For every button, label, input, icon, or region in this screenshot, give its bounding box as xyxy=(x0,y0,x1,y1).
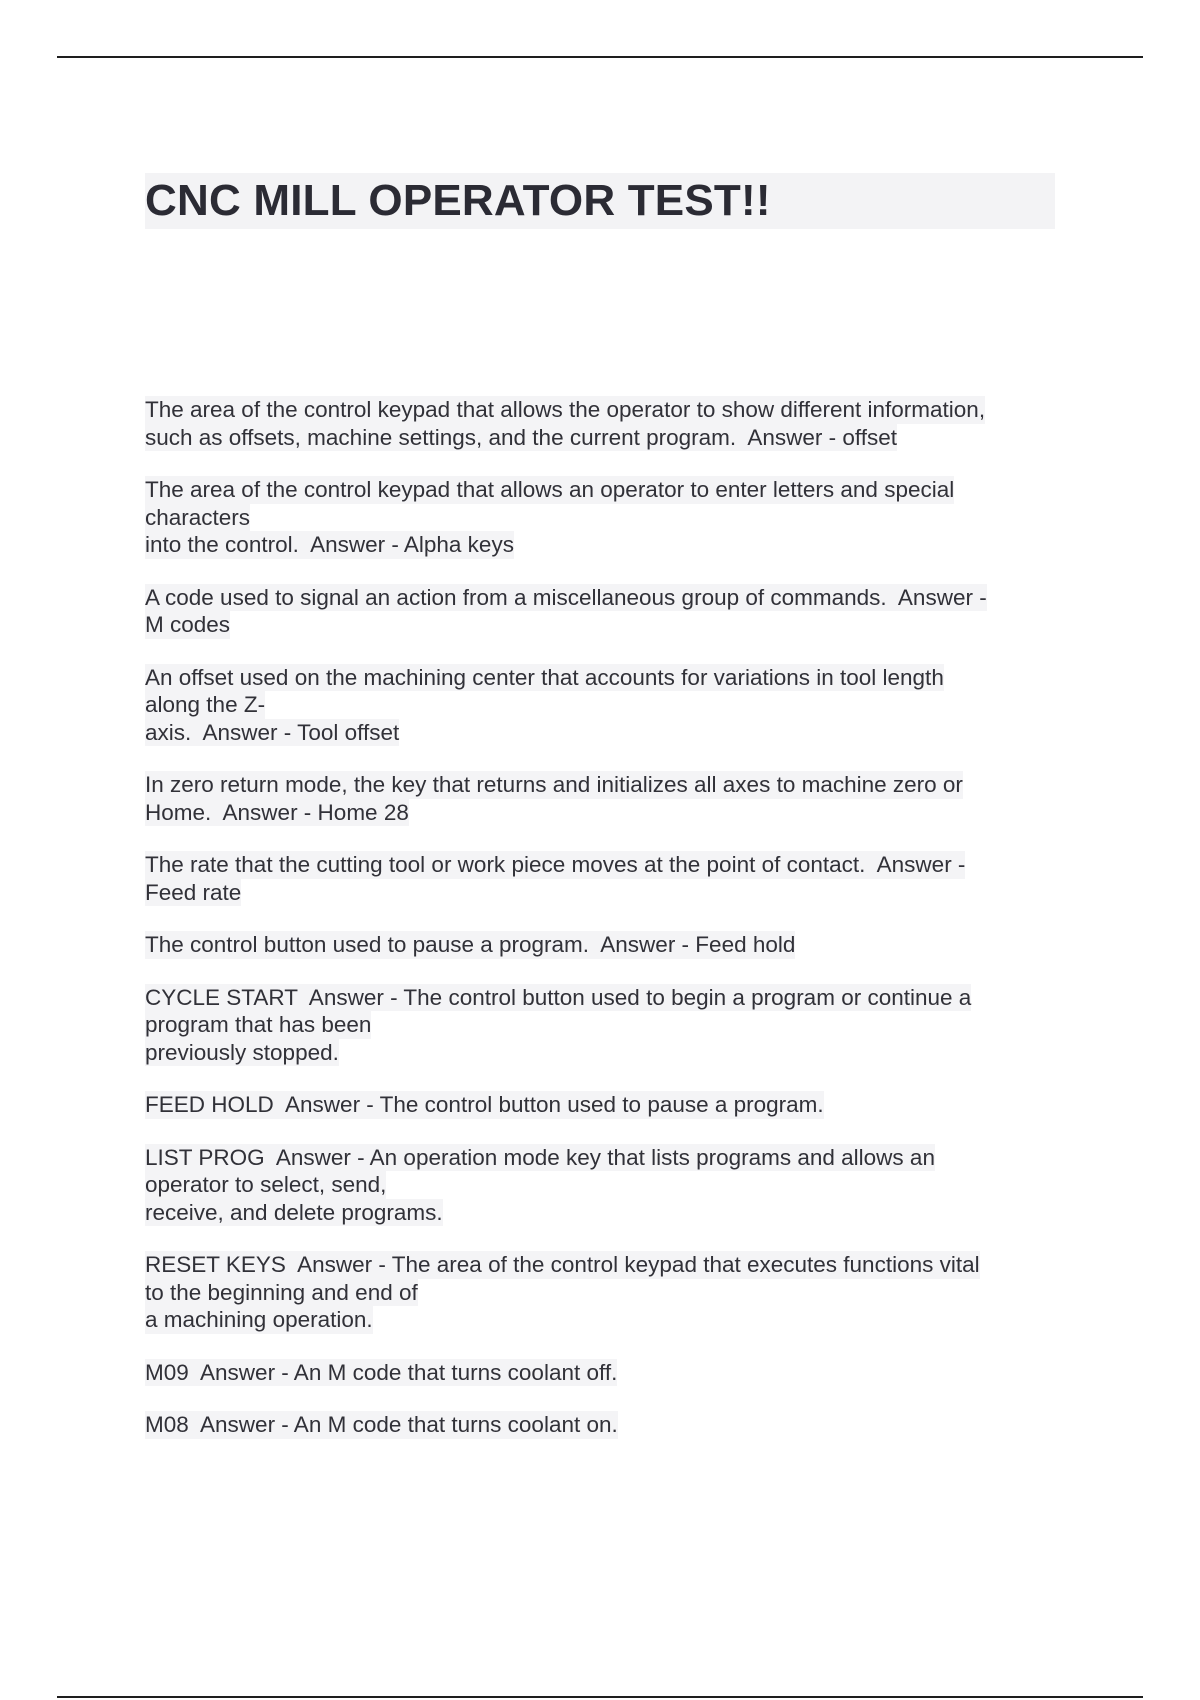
title-band xyxy=(145,173,1055,229)
question-answer-line: M codes xyxy=(145,612,231,637)
document-title: CNC MILL OPERATOR TEST!! xyxy=(145,176,771,225)
top-rule xyxy=(57,56,1143,58)
question-answer-line: previously stopped. xyxy=(145,1039,339,1065)
question-answer-line: program that has been xyxy=(145,1012,372,1037)
question-answer-line: The area of the control keypad that allows an operator to enter letters and special xyxy=(145,477,955,502)
question-answer-line: The area of the control keypad that allows the operator to show different information, xyxy=(145,397,986,422)
question-answer-item xyxy=(145,1091,1055,1119)
question-answer-line: M08 Answer - An M code that turns coolant on. xyxy=(145,1412,618,1437)
question-answer-item xyxy=(145,931,1055,959)
question-answer-line: along the Z- xyxy=(145,692,266,717)
question-answer-line: An offset used on the machining center that accounts for variations in tool length xyxy=(145,664,944,690)
question-answer-item xyxy=(145,984,1055,1067)
question-answer-item xyxy=(145,1251,1055,1334)
question-answer-line: operator to select, send, xyxy=(145,1172,387,1197)
question-answer-line: a machining operation. xyxy=(145,1307,373,1332)
question-answer-item xyxy=(145,664,1055,747)
document-body xyxy=(145,173,1055,1464)
question-answer-line: FEED HOLD Answer - The control button used to pause a program. xyxy=(145,1092,824,1117)
question-answer-line: Home. Answer - Home 28 xyxy=(145,799,409,825)
question-answer-item xyxy=(145,771,1055,826)
question-answer-line: Feed rate xyxy=(145,879,242,905)
question-answer-line: such as offsets, machine settings, and the current program. Answer - offset xyxy=(145,424,898,450)
question-answer-line: CYCLE START Answer - The control button used to begin a program or continue a xyxy=(145,984,972,1010)
question-answer-line: RESET KEYS Answer - The area of the control keypad that executes functions vital xyxy=(145,1252,980,1277)
question-answer-item xyxy=(145,584,1055,639)
question-answer-line: characters xyxy=(145,504,251,530)
question-list xyxy=(145,396,1055,1439)
question-answer-line: The rate that the cutting tool or work piece moves at the point of contact. Answer - xyxy=(145,852,966,877)
question-answer-line: into the control. Answer - Alpha keys xyxy=(145,532,514,557)
question-answer-item xyxy=(145,851,1055,906)
question-answer-line: A code used to signal an action from a miscellaneous group of commands. Answer - xyxy=(145,584,987,610)
question-answer-item xyxy=(145,396,1055,451)
question-answer-line: The control button used to pause a program. Answer - Feed hold xyxy=(145,932,796,957)
question-answer-line: receive, and delete programs. xyxy=(145,1199,443,1225)
question-answer-item xyxy=(145,1144,1055,1227)
question-answer-line: LIST PROG Answer - An operation mode key that lists programs and allows an xyxy=(145,1144,935,1170)
question-answer-item xyxy=(145,476,1055,559)
question-answer-line: axis. Answer - Tool offset xyxy=(145,719,400,745)
question-answer-line: to the beginning and end of xyxy=(145,1279,418,1305)
question-answer-item xyxy=(145,1411,1055,1439)
question-answer-line: M09 Answer - An M code that turns coolant off. xyxy=(145,1359,618,1385)
question-answer-line: In zero return mode, the key that returns and initializes all axes to machine zero or xyxy=(145,772,963,797)
question-answer-item xyxy=(145,1359,1055,1387)
bottom-rule xyxy=(57,1696,1143,1698)
